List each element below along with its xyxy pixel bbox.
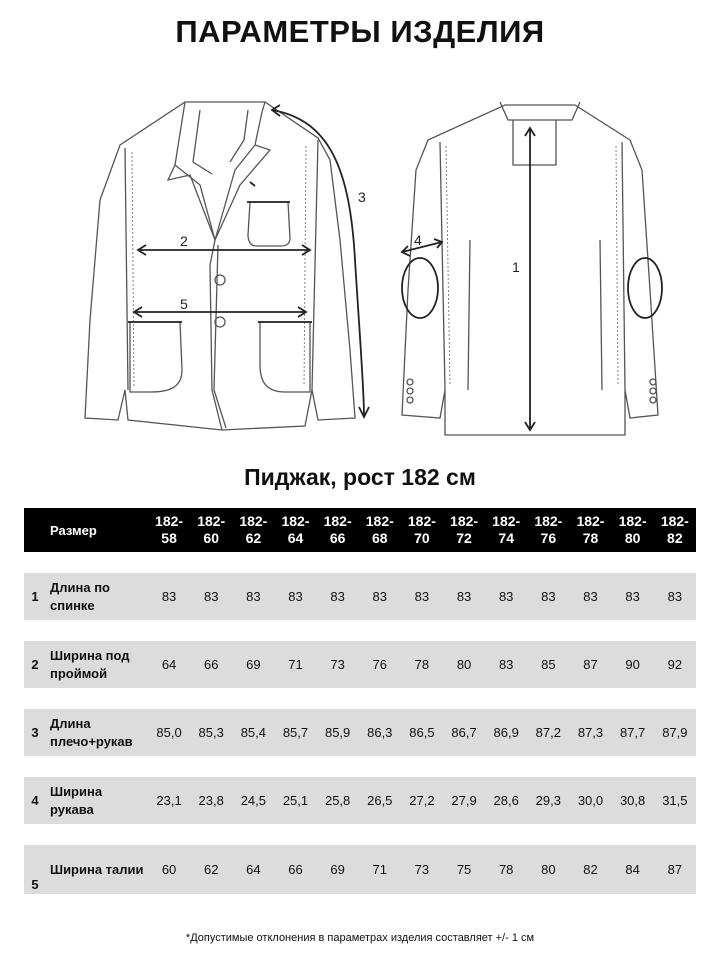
row-label-line: Ширина талии	[50, 861, 144, 877]
size-header-cell	[232, 508, 274, 552]
size-header-row	[24, 508, 696, 552]
size-header-line: 182-	[618, 513, 647, 529]
table-cell: 78	[485, 845, 527, 894]
size-header-line: 76	[540, 530, 557, 546]
table-cell: 83	[190, 573, 232, 620]
table-row	[24, 573, 696, 620]
table-cell: 83	[359, 573, 401, 620]
size-header-line: 64	[287, 530, 304, 546]
row-gap	[24, 620, 696, 641]
table-cell: 66	[274, 845, 316, 894]
table-cell: 85,0	[148, 709, 190, 756]
jacket-back-drawing	[402, 102, 662, 435]
table-cell: 92	[654, 641, 696, 688]
measure-label-3: 3	[358, 189, 366, 205]
size-header-line: 68	[371, 530, 388, 546]
size-header-line: 182-	[576, 513, 605, 529]
row-label-line: Длина	[50, 715, 91, 731]
row-number: 3	[24, 709, 46, 756]
table-row	[24, 709, 696, 756]
table-cell: 23,1	[148, 777, 190, 824]
size-header-line: 182-	[197, 513, 226, 529]
size-header-line: 70	[414, 530, 430, 546]
row-gap-cell	[24, 824, 696, 845]
row-label	[46, 777, 148, 824]
row-number: 4	[24, 777, 46, 824]
measure-label-4: 4	[414, 232, 422, 248]
table-cell: 87,2	[527, 709, 569, 756]
size-header-line: 182-	[239, 513, 268, 529]
table-cell: 86,3	[359, 709, 401, 756]
size-header-line: 182-	[450, 513, 479, 529]
table-cell: 83	[654, 573, 696, 620]
size-header-line: 182-	[534, 513, 563, 529]
size-header-cell	[317, 508, 359, 552]
size-header-line: 72	[456, 530, 472, 546]
table-cell: 83	[148, 573, 190, 620]
size-header-cell	[443, 508, 485, 552]
row-gap-cell	[24, 620, 696, 641]
size-header-cell	[485, 508, 527, 552]
table-cell: 83	[485, 641, 527, 688]
measure-label-1: 1	[512, 259, 520, 275]
row-gap	[24, 688, 696, 709]
table-cell: 24,5	[232, 777, 274, 824]
size-header-line: 62	[245, 530, 262, 546]
table-cell: 87	[569, 641, 611, 688]
size-header-line: 182-	[155, 513, 184, 529]
size-header-cell	[612, 508, 654, 552]
table-row	[24, 641, 696, 688]
table-cell: 86,7	[443, 709, 485, 756]
table-cell: 73	[401, 845, 443, 894]
table-cell: 27,9	[443, 777, 485, 824]
table-cell: 66	[190, 641, 232, 688]
size-header-line: 60	[203, 530, 219, 546]
table-cell: 62	[190, 845, 232, 894]
row-gap-cell	[24, 552, 696, 573]
table-cell: 86,5	[401, 709, 443, 756]
table-cell: 73	[317, 641, 359, 688]
size-header-line: 58	[161, 530, 177, 546]
row-gap	[24, 552, 696, 573]
row-label	[46, 641, 148, 688]
size-header-cell	[401, 508, 443, 552]
table-cell: 83	[569, 573, 611, 620]
table-cell: 86,9	[485, 709, 527, 756]
row-gap	[24, 824, 696, 845]
table-cell: 23,8	[190, 777, 232, 824]
size-header-line: 182-	[492, 513, 521, 529]
header-num-cell	[24, 508, 46, 552]
table-row	[24, 845, 696, 894]
table-cell: 85,7	[274, 709, 316, 756]
size-header-line: 182-	[323, 513, 352, 529]
table-cell: 87	[654, 845, 696, 894]
row-label	[46, 573, 148, 620]
table-cell: 83	[232, 573, 274, 620]
size-header-line: 74	[498, 530, 514, 546]
size-header-cell	[359, 508, 401, 552]
table-cell: 83	[612, 573, 654, 620]
row-label-line: рукава	[50, 801, 94, 817]
row-label-line: плечо+рукав	[50, 733, 133, 749]
size-header-cell	[148, 508, 190, 552]
size-header-line: 82	[667, 530, 683, 546]
row-gap-cell	[24, 756, 696, 777]
table-cell: 25,8	[317, 777, 359, 824]
table-cell: 85,9	[317, 709, 359, 756]
page-title: ПАРАМЕТРЫ ИЗДЕЛИЯ	[175, 14, 545, 49]
size-header-cell	[274, 508, 316, 552]
table-cell: 64	[232, 845, 274, 894]
row-number: 5	[24, 845, 46, 894]
table-cell: 26,5	[359, 777, 401, 824]
table-cell: 75	[443, 845, 485, 894]
table-cell: 60	[148, 845, 190, 894]
product-subtitle: Пиджак, рост 182 см	[244, 464, 476, 490]
table-cell: 85,4	[232, 709, 274, 756]
row-label	[46, 845, 148, 894]
table-cell: 87,7	[612, 709, 654, 756]
row-label-line: проймой	[50, 665, 108, 681]
table-cell: 83	[443, 573, 485, 620]
table-cell: 90	[612, 641, 654, 688]
table-cell: 71	[359, 845, 401, 894]
header-label: Размер	[46, 508, 148, 552]
table-cell: 64	[148, 641, 190, 688]
table-cell: 85,3	[190, 709, 232, 756]
table-cell: 80	[527, 845, 569, 894]
row-number: 2	[24, 641, 46, 688]
measure-label-5: 5	[180, 296, 188, 312]
table-cell: 30,0	[569, 777, 611, 824]
measure-label-2: 2	[180, 233, 188, 249]
jacket-front-drawing	[85, 102, 369, 430]
row-label-line: спинке	[50, 597, 95, 613]
table-cell: 69	[317, 845, 359, 894]
table-cell: 25,1	[274, 777, 316, 824]
table-cell: 82	[569, 845, 611, 894]
table-cell: 31,5	[654, 777, 696, 824]
table-cell: 83	[401, 573, 443, 620]
table-cell: 80	[443, 641, 485, 688]
table-cell: 76	[359, 641, 401, 688]
size-header-cell	[654, 508, 696, 552]
jacket-illustrations	[0, 90, 720, 450]
size-header-line: 80	[624, 530, 641, 546]
size-header-line: 78	[582, 530, 599, 546]
row-gap-cell	[24, 688, 696, 709]
table-cell: 87,9	[654, 709, 696, 756]
size-header-line: 66	[329, 530, 346, 546]
row-number: 1	[24, 573, 46, 620]
table-row	[24, 777, 696, 824]
size-header-line: 182-	[660, 513, 689, 529]
table-cell: 84	[612, 845, 654, 894]
table-cell: 69	[232, 641, 274, 688]
row-label-line: Длина по	[50, 579, 110, 595]
row-gap	[24, 756, 696, 777]
size-table	[24, 508, 696, 894]
size-header-line: 182-	[407, 513, 436, 529]
table-cell: 85	[527, 641, 569, 688]
table-cell: 28,6	[485, 777, 527, 824]
table-cell: 83	[485, 573, 527, 620]
table-cell: 83	[317, 573, 359, 620]
size-header-cell	[527, 508, 569, 552]
table-cell: 87,3	[569, 709, 611, 756]
size-header-cell	[569, 508, 611, 552]
size-header-cell	[190, 508, 232, 552]
table-cell: 78	[401, 641, 443, 688]
table-cell: 30,8	[612, 777, 654, 824]
footnote: *Допустимые отклонения в параметрах изделия составляет +/- 1 см	[185, 932, 535, 944]
table-cell: 29,3	[527, 777, 569, 824]
row-label-line: Ширина	[50, 783, 103, 799]
row-label-line: Ширина под	[50, 647, 130, 663]
table-cell: 83	[527, 573, 569, 620]
size-header-line: 182-	[365, 513, 394, 529]
row-label	[46, 709, 148, 756]
table-cell: 83	[274, 573, 316, 620]
table-cell: 27,2	[401, 777, 443, 824]
table-cell: 71	[274, 641, 316, 688]
size-header-line: 182-	[281, 513, 310, 529]
